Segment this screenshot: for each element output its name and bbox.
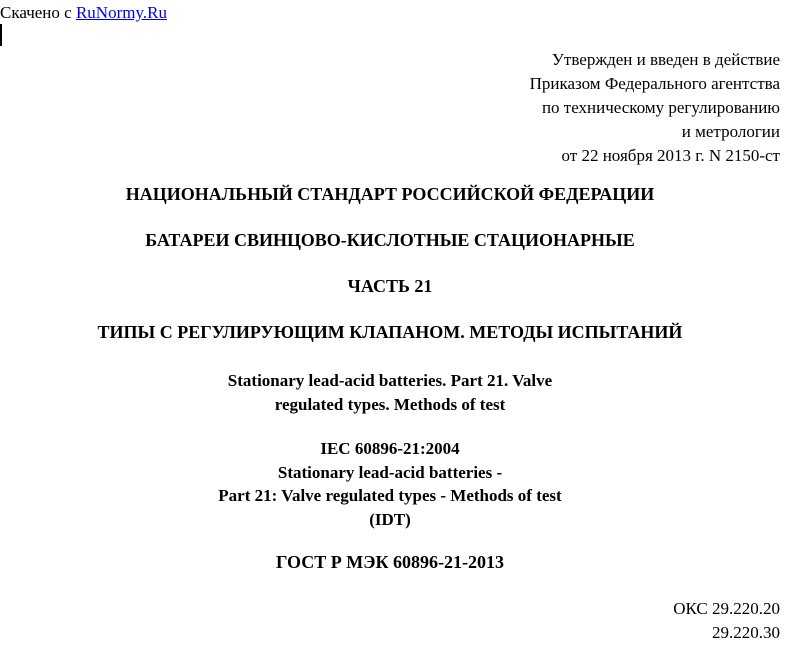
approval-line: от 22 ноября 2013 г. N 2150-ст xyxy=(561,146,780,165)
text-cursor xyxy=(0,24,2,46)
approval-line: по техническому регулированию xyxy=(541,98,780,117)
iec-reference xyxy=(0,437,780,531)
download-source-line xyxy=(0,3,167,23)
download-prefix: Скачено с xyxy=(0,3,72,22)
standard-type-heading: НАЦИОНАЛЬНЫЙ СТАНДАРТ РОССИЙСКОЙ ФЕДЕРАЦИИ xyxy=(125,184,655,204)
oks-line: ОКС 29.220.20 xyxy=(673,599,780,618)
approval-block xyxy=(380,48,780,168)
product-heading: БАТАРЕИ СВИНЦОВО-КИСЛОТНЫЕ СТАЦИОНАРНЫЕ xyxy=(145,230,635,250)
english-title xyxy=(0,369,780,416)
oks-line: 29.220.30 xyxy=(712,623,780,642)
iec-line: (IDT) xyxy=(369,509,411,529)
iec-line: Part 21: Valve regulated types - Methods of test xyxy=(218,486,562,505)
gost-designation: ГОСТ Р МЭК 60896-21-2013 xyxy=(276,552,504,572)
approval-line: Утвержден и введен в действие xyxy=(551,50,780,69)
runormy-link[interactable]: RuNormy.Ru xyxy=(75,3,167,22)
approval-line: и метрологии xyxy=(681,122,780,141)
iec-line: Stationary lead-acid batteries - xyxy=(277,462,503,482)
subtitle-heading: ТИПЫ С РЕГУЛИРУЮЩИМ КЛАПАНОМ. МЕТОДЫ ИСПЫТАНИЙ xyxy=(97,322,683,342)
english-title-line: regulated types. Methods of test xyxy=(274,394,506,414)
part-heading: ЧАСТЬ 21 xyxy=(347,276,433,296)
approval-line: Приказом Федерального агентства xyxy=(529,74,780,93)
iec-line: IEC 60896-21:2004 xyxy=(320,439,460,458)
oks-codes xyxy=(673,597,780,645)
english-title-line: Stationary lead-acid batteries. Part 21. Valve xyxy=(227,371,553,390)
